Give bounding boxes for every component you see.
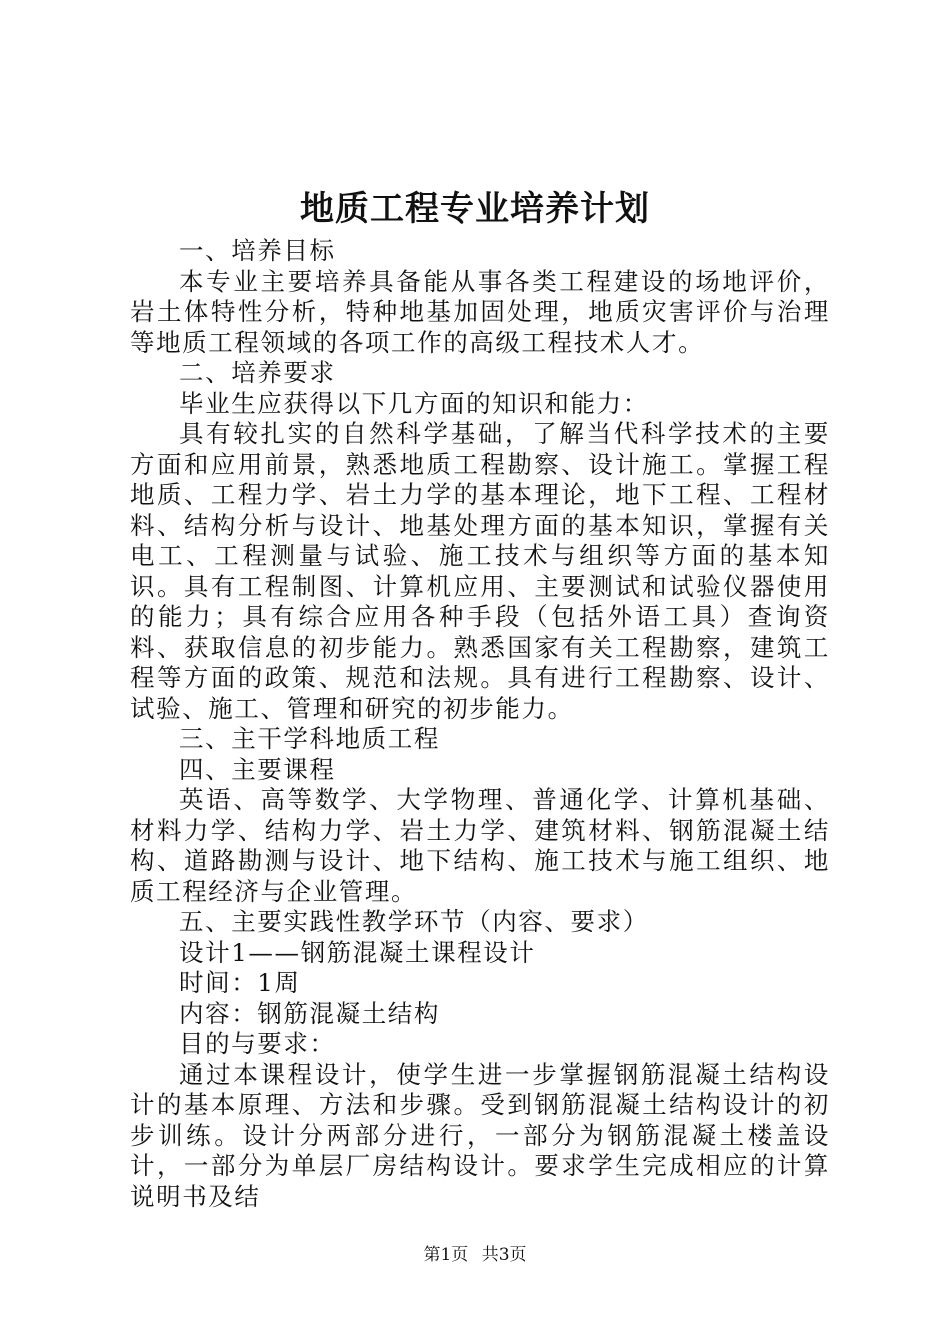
heading-main-courses: 四、主要课程 (179, 754, 336, 784)
design-1-duration: 时间：1周 (179, 968, 301, 997)
page-footer (0, 1244, 950, 1266)
paragraph-course-list: 英语、高等数学、大学物理、普通化学、计算机基础、材料力学、结构力学、岩土力学、建筑材料、钢筋混凝土结构、道路勘测与设计、地下结构、施工技术与施工组织、地质工程经济与企业管理。 (130, 785, 830, 906)
paragraph-requirements-detail: 具有较扎实的自然科学基础，了解当代科学技术的主要方面和应用前景，熟悉地质工程勘察、设计施工。掌握工程地质、工程力学、岩土力学的基本理论，地下工程、工程材料、结构分析与设计、地基处理方面的基本知识，掌握有关电工、工程测量与试验、施工技术与组织等方面的基本知识。具有工程制图、计算机应用、主要测试和试验仪器使用的能力；具有综合应用各种手段（包括外语工具）查询资料、获取信息的初步能力。熟悉国家有关工程勘察，建筑工程等方面的政策、规范和法规。具有进行工程勘察、设计、试验、施工、管理和研究的初步能力。 (130, 419, 830, 723)
page-number: 第1页 (423, 1245, 469, 1265)
page-count: 共3页 (481, 1245, 527, 1265)
design-1-title: 设计1——钢筋混凝土课程设计 (179, 937, 536, 967)
heading-training-goal: 一、培养目标 (179, 236, 336, 265)
heading-main-discipline: 三、主干学科地质工程 (179, 724, 440, 753)
document-title: 地质工程专业培养计划 (300, 189, 650, 229)
heading-practice-sections: 五、主要实践性教学环节（内容、要求） (179, 907, 649, 936)
design-1-objectives-label: 目的与要求： (179, 1029, 336, 1058)
design-1-content: 内容：钢筋混凝土结构 (179, 998, 440, 1028)
heading-training-requirements: 二、培养要求 (179, 358, 336, 387)
design-1-objectives-text: 通过本课程设计，使学生进一步掌握钢筋混凝土结构设计的基本原理、方法和步骤。受到钢筋混凝土结构设计的初步训练。设计分两部分进行，一部分为钢筋混凝土楼盖设计，一部分为单层厂房结构设计。要求学生完成相应的计算说明书及结 (130, 1059, 830, 1211)
paragraph-requirements-intro: 毕业生应获得以下几方面的知识和能力： (179, 388, 649, 418)
document-body (130, 236, 830, 1212)
paragraph-training-goal: 本专业主要培养具备能从事各类工程建设的场地评价，岩土体特性分析，特种地基加固处理，地质灾害评价与治理等地质工程领域的各项工作的高级工程技术人才。 (130, 266, 830, 357)
